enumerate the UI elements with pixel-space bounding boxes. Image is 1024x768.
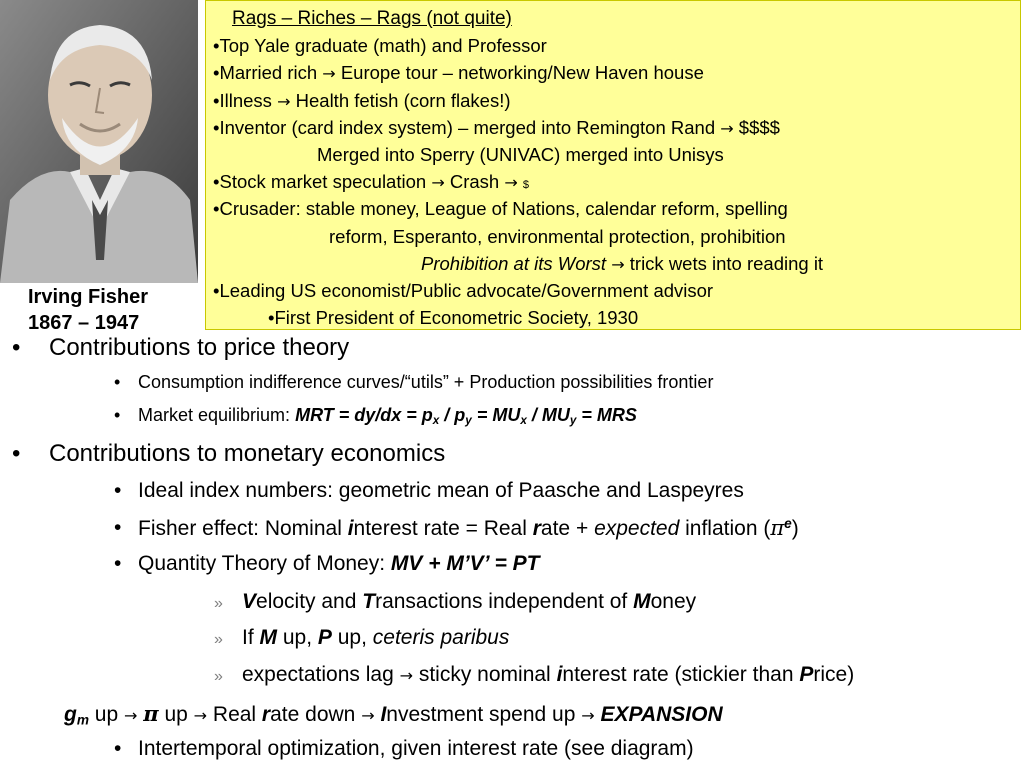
arrow-icon: →	[720, 118, 734, 138]
subbullet-quantity-theory	[114, 552, 540, 576]
bullet: •	[213, 116, 220, 138]
bio-line-7	[206, 195, 1020, 222]
subsub-ceteris-paribus	[214, 626, 510, 650]
bio-text: Europe tour – networking/New Haven house	[340, 62, 704, 84]
bio-text: Inventor (card index system) – merged into Remington Rand	[219, 116, 716, 138]
arrow-icon: →	[504, 173, 518, 193]
bullet: •	[268, 307, 275, 329]
caption-years: 1867 – 1947	[28, 312, 140, 334]
caption-name: Irving Fisher	[28, 286, 149, 308]
subbullet-fisher-effect	[114, 516, 799, 540]
equation-of-exchange: MV + M’V’ = PT	[390, 552, 540, 575]
bullet: •	[12, 440, 21, 467]
portrait-caption	[28, 284, 206, 336]
bio-line-8: reform, Esperanto, environmental protection, prohibition	[329, 225, 786, 247]
sub-marker: »	[214, 595, 223, 612]
bullet: •	[114, 737, 122, 760]
bullet-monetary	[12, 440, 446, 468]
bio-line-6	[206, 168, 1020, 195]
bio-text: Crash	[449, 171, 500, 193]
bio-text: Prohibition at its Worst	[421, 252, 607, 274]
arrow-icon: →	[361, 706, 375, 725]
bio-text: Leading US economist/Public advocate/Government advisor	[219, 279, 714, 301]
bio-line-11	[206, 304, 1020, 331]
bullet-text: expectations lag → sticky nominal interest rate (stickier than Price)	[242, 663, 855, 686]
portrait-photo	[0, 0, 198, 283]
bullet: •	[114, 552, 122, 575]
bullet: •	[114, 516, 122, 539]
bio-text: Crusader: stable money, League of Nations, calendar reform, spelling	[219, 198, 788, 220]
bio-line-4	[206, 114, 1020, 141]
bullet-text: If M up, P up, ceteris paribus	[242, 626, 510, 649]
bio-line-3	[206, 87, 1020, 114]
bio-line-9	[206, 250, 1020, 277]
bullet-text: Ideal index numbers: geometric mean of Paasche and Laspeyres	[138, 479, 744, 502]
bio-text: Stock market speculation	[219, 171, 427, 193]
bullet-text: Contributions to price theory	[49, 334, 350, 361]
bullet-text: Fisher effect: Nominal interest rate = Real rate + expected inflation $(\pi^e)$	[138, 516, 799, 540]
bullet: •	[114, 372, 121, 392]
bullet: •	[213, 279, 220, 301]
bio-text: Married rich	[219, 62, 318, 84]
mrs-formula: MRT = $dy/dx = p_x / p_y = MU_x / MU_y$ = MRS	[295, 405, 637, 427]
bullet: •	[213, 198, 220, 220]
bio-line-2	[206, 59, 1020, 86]
bio-text: First President of Econometric Society, 1930	[274, 307, 639, 329]
bullet-text: Velocity and Transactions independent of Money	[242, 590, 697, 613]
subbullet-indifference	[114, 372, 714, 393]
bullet-text: Contributions to monetary economics	[49, 440, 446, 467]
bio-text: Health fetish (corn flakes!)	[295, 89, 511, 111]
bio-title: Rags – Riches – Rags (not quite)	[232, 8, 512, 29]
bullet-text: Consumption indifference curves/“utils” + Production possibilities frontier	[138, 372, 714, 392]
subbullet-equilibrium	[114, 405, 637, 427]
bullet-text: Quantity Theory of Money: MV + M’V’ = PT	[138, 552, 540, 575]
bullet: •	[213, 89, 220, 111]
arrow-icon: →	[399, 666, 414, 685]
bullet-text	[138, 405, 637, 427]
subbullet-index-numbers	[114, 479, 744, 503]
subsub-expectations	[214, 663, 855, 687]
bio-text: $$$$	[738, 116, 780, 138]
bio-line-5: Merged into Sperry (UNIVAC) merged into Unisys	[317, 143, 724, 165]
bio-line-10	[206, 277, 1020, 304]
bio-text: Top Yale graduate (math) and Professor	[219, 35, 547, 57]
bio-text: Illness	[219, 89, 272, 111]
sub-marker: »	[214, 668, 223, 685]
small-dollar: $	[522, 179, 530, 192]
bullet: •	[114, 405, 121, 425]
arrow-icon: →	[193, 706, 208, 725]
bio-text: trick wets into reading it	[629, 252, 824, 274]
arrow-icon: →	[277, 91, 291, 111]
bullet: •	[114, 479, 122, 502]
biography-box	[205, 0, 1021, 330]
bullet: •	[12, 334, 21, 361]
arrow-icon: →	[322, 64, 336, 84]
arrow-icon: →	[611, 254, 625, 274]
expansion-label: EXPANSION	[600, 703, 723, 726]
expansion-chain: $g_m$ up → π up → Real rate down → Investment spend up → EXPANSION	[64, 701, 723, 728]
arrow-icon: →	[581, 706, 595, 725]
arrow-icon: →	[431, 173, 445, 193]
bullet: •	[213, 171, 220, 193]
sub-marker: »	[214, 631, 223, 648]
bullet-price-theory	[12, 334, 350, 362]
bullet: •	[213, 62, 220, 84]
portrait-image	[0, 0, 198, 283]
subsub-velocity	[214, 590, 697, 614]
bullet-text: Intertemporal optimization, given interest rate (see diagram)	[138, 737, 694, 760]
arrow-icon: →	[124, 706, 138, 725]
subbullet-intertemporal	[114, 737, 694, 761]
bullet: •	[213, 35, 220, 57]
label: Market equilibrium:	[138, 405, 291, 425]
bio-line-1	[206, 32, 1020, 59]
